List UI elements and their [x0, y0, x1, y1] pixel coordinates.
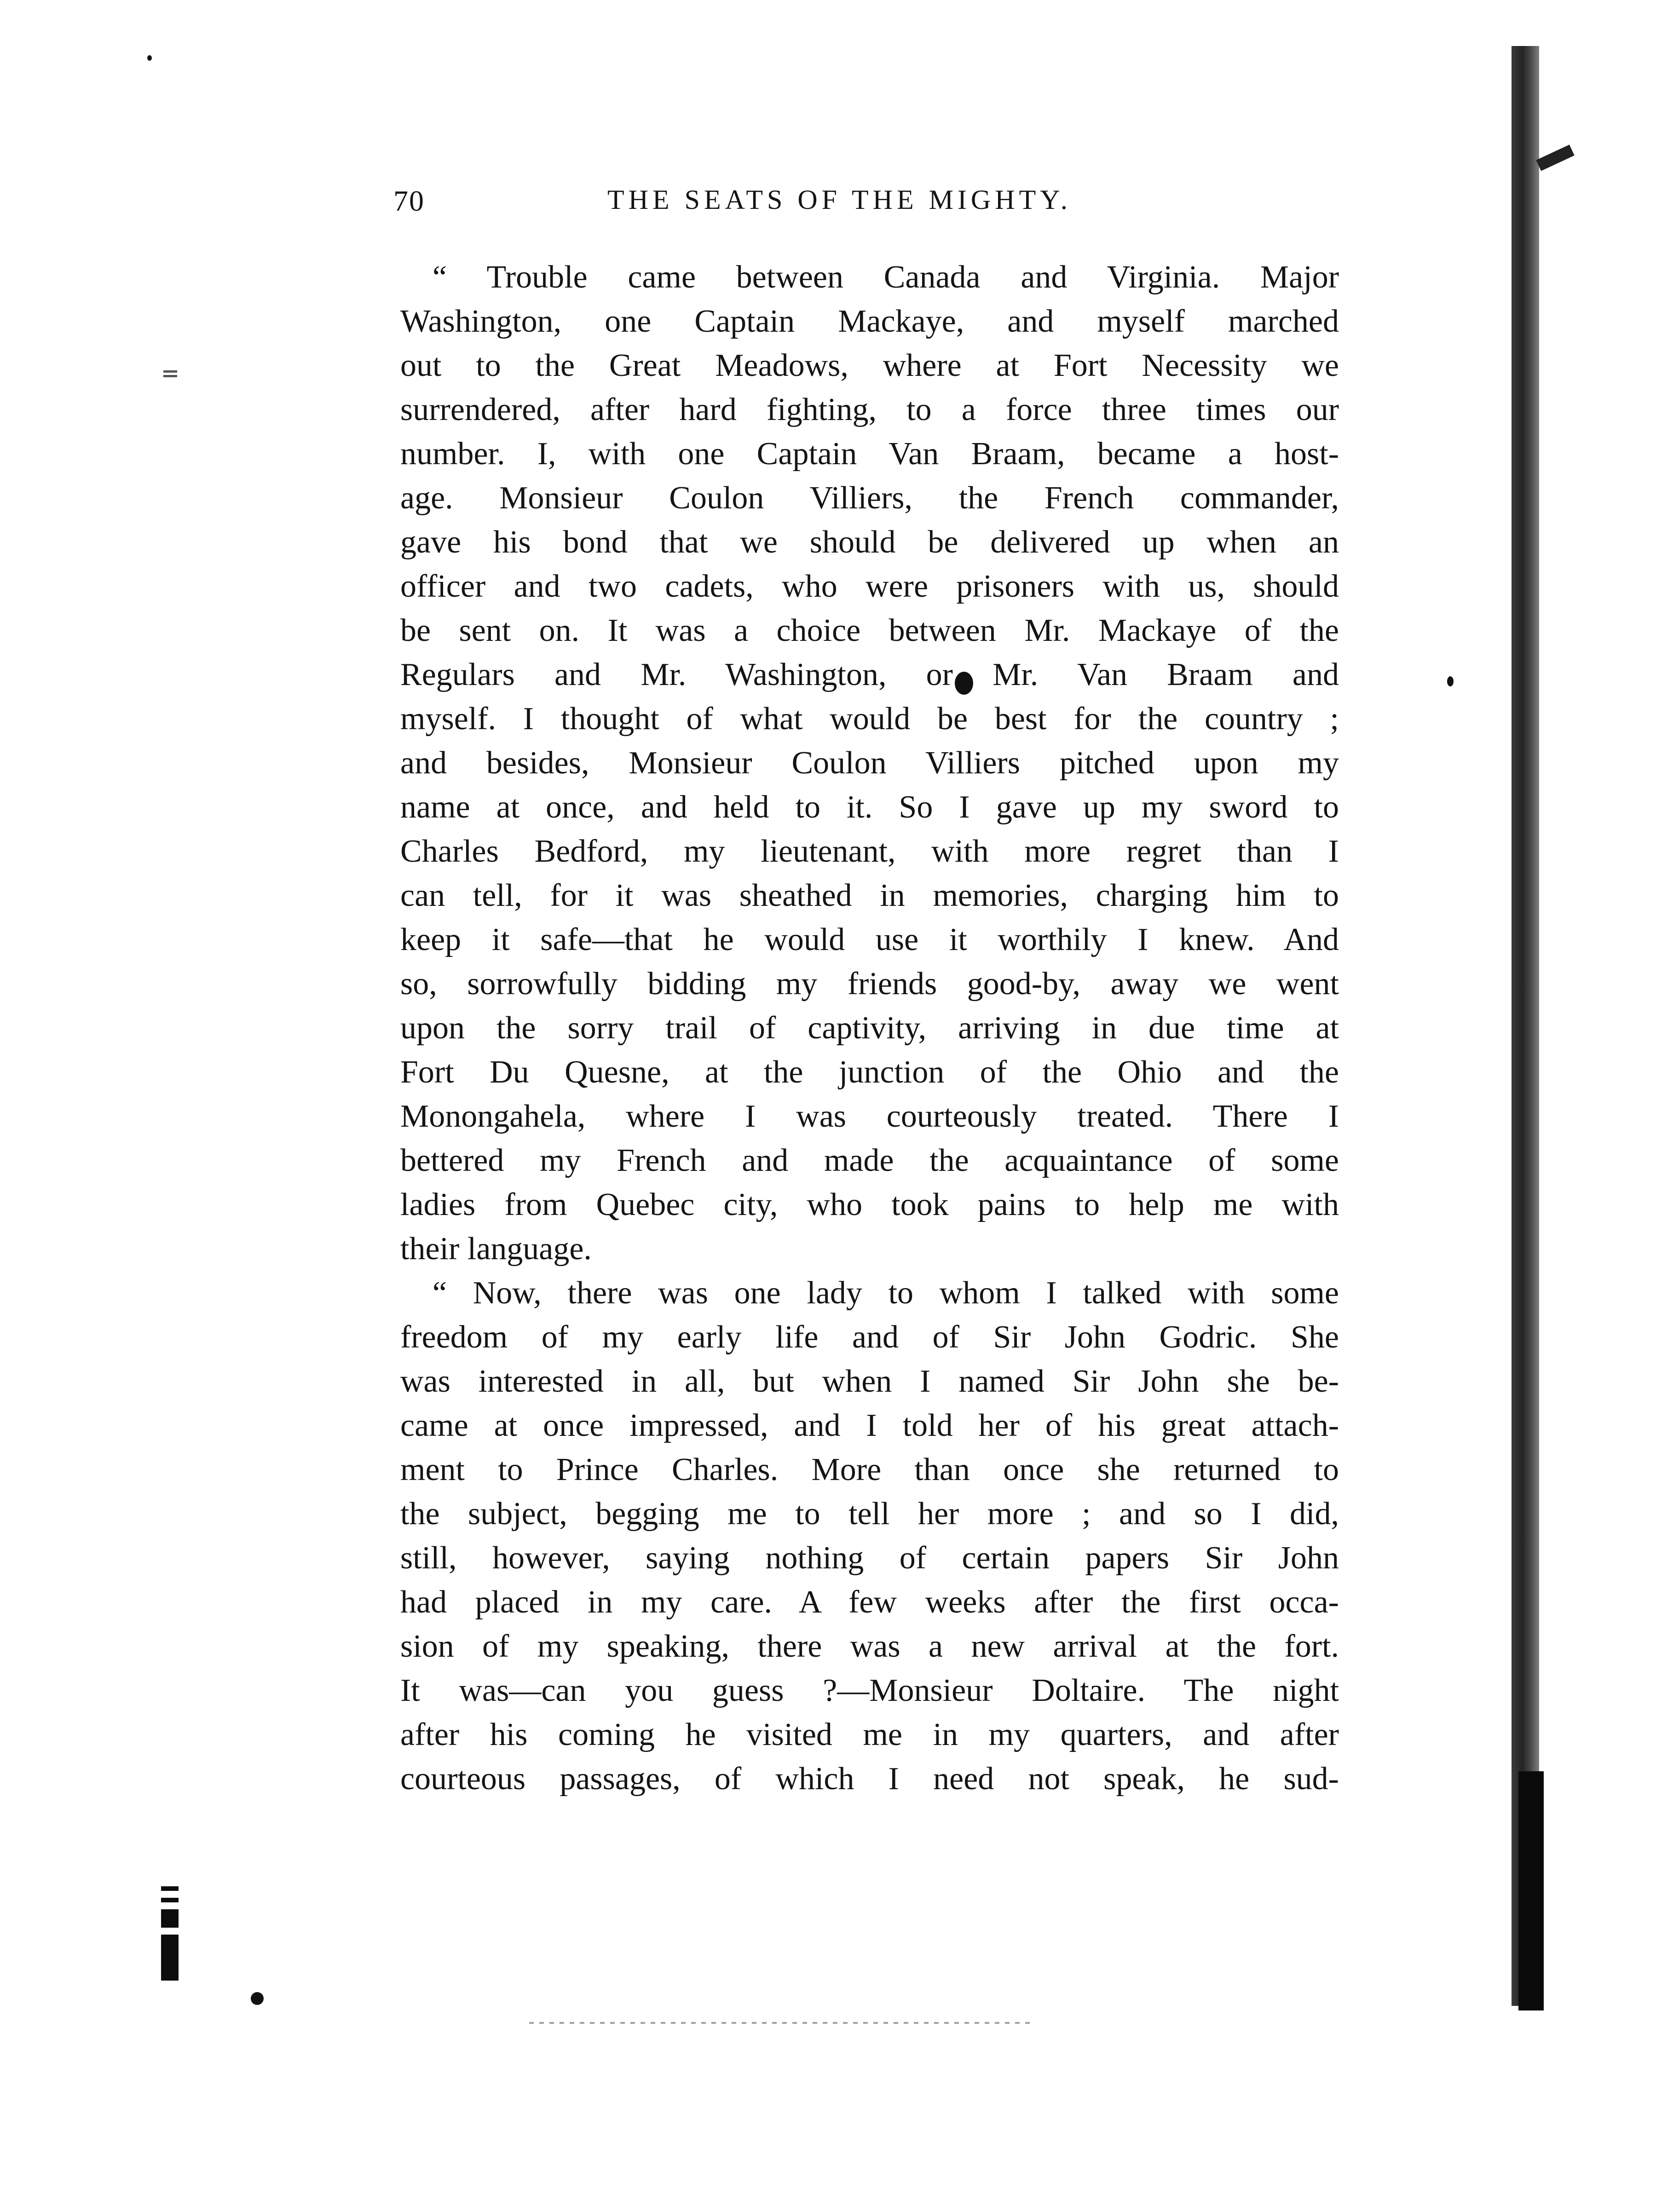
margin-mark [163, 375, 177, 377]
text-line: keep it safe—that he would use it worthily I knew. And [400, 922, 1339, 957]
text-line: Charles Bedford, my lieutenant, with more regret than I [400, 834, 1339, 869]
text-line: Regulars and Mr. Washington, or Mr. Van Braam and [400, 657, 1339, 692]
text-line: myself. I thought of what would be best for the country ; [400, 701, 1339, 737]
margin-mark [163, 370, 177, 373]
text-line: “ Now, there was one lady to whom I talked with some [433, 1275, 1339, 1311]
text-line: ment to Prince Charles. More than once she returned to [400, 1452, 1339, 1487]
text-line: after his coming he visited me in my quarters, and after [400, 1717, 1339, 1752]
text-line: Monongahela, where I was courteously treated. There I [400, 1099, 1339, 1134]
text-line: upon the sorry trail of captivity, arriving in due time at [400, 1010, 1339, 1046]
text-line: Fort Du Quesne, at the junction of the Ohio and the [400, 1054, 1339, 1090]
text-line: courteous passages, of which I need not speak, he sud- [400, 1761, 1339, 1797]
page-number: 70 [393, 184, 425, 217]
margin-mark [161, 1886, 179, 1891]
bottom-scan-line [529, 2022, 1035, 2024]
text-line: still, however, saying nothing of certain papers Sir John [400, 1540, 1339, 1576]
text-line: bettered my French and made the acquaintance of some [400, 1143, 1339, 1178]
margin-mark [161, 1898, 179, 1902]
paragraph-2 [400, 1271, 1339, 1801]
text-line: was interested in all, but when I named Sir John she be- [400, 1364, 1339, 1399]
text-line: surrendered, after hard fighting, to a force three times our [400, 392, 1339, 427]
body-text [400, 255, 1339, 1801]
binding-shadow-lower [1518, 1771, 1544, 2010]
margin-mark [161, 1909, 179, 1928]
margin-dot [251, 1992, 264, 2005]
text-line: be sent on. It was a choice between Mr. Mackaye of the [400, 613, 1339, 648]
text-line: can tell, for it was sheathed in memories, charging him to [400, 878, 1339, 913]
text-line: and besides, Monsieur Coulon Villiers pitched upon my [400, 745, 1339, 781]
text-line: the subject, begging me to tell her more ; and so I did, [400, 1496, 1339, 1532]
text-line: sion of my speaking, there was a new arrival at the fort. [400, 1629, 1339, 1664]
text-line: gave his bond that we should be delivered up when an [400, 524, 1339, 560]
text-line: officer and two cadets, who were prisoners with us, should [400, 569, 1339, 604]
text-line: out to the Great Meadows, where at Fort Necessity we [400, 348, 1339, 383]
text-line: came at once impressed, and I told her of his great attach- [400, 1408, 1339, 1443]
running-title: THE SEATS OF THE MIGHTY. [607, 184, 1072, 215]
text-line: “ Trouble came between Canada and Virginia. Major [433, 259, 1339, 295]
margin-speck [147, 55, 152, 61]
text-line: age. Monsieur Coulon Villiers, the French commander, [400, 480, 1339, 516]
text-line: their language. [400, 1231, 592, 1267]
paragraph-1 [400, 255, 1339, 1271]
binding-notch-mark [1536, 144, 1574, 171]
ink-speck [1447, 676, 1454, 686]
margin-mark [161, 1935, 179, 1981]
text-line: freedom of my early life and of Sir John Godric. She [400, 1319, 1339, 1355]
text-line: Washington, one Captain Mackaye, and myself marched [400, 304, 1339, 339]
text-line: so, sorrowfully bidding my friends good-by, away we went [400, 966, 1339, 1002]
binding-shadow [1512, 46, 1539, 2006]
text-line: name at once, and held to it. So I gave up my sword to [400, 789, 1339, 825]
running-header [393, 184, 1341, 235]
text-line: It was—can you guess ?—Monsieur Doltaire. The night [400, 1673, 1339, 1708]
text-line: number. I, with one Captain Van Braam, became a host- [400, 436, 1339, 472]
text-line: ladies from Quebec city, who took pains to help me with [400, 1187, 1339, 1222]
text-line: had placed in my care. A few weeks after the first occa- [400, 1584, 1339, 1620]
